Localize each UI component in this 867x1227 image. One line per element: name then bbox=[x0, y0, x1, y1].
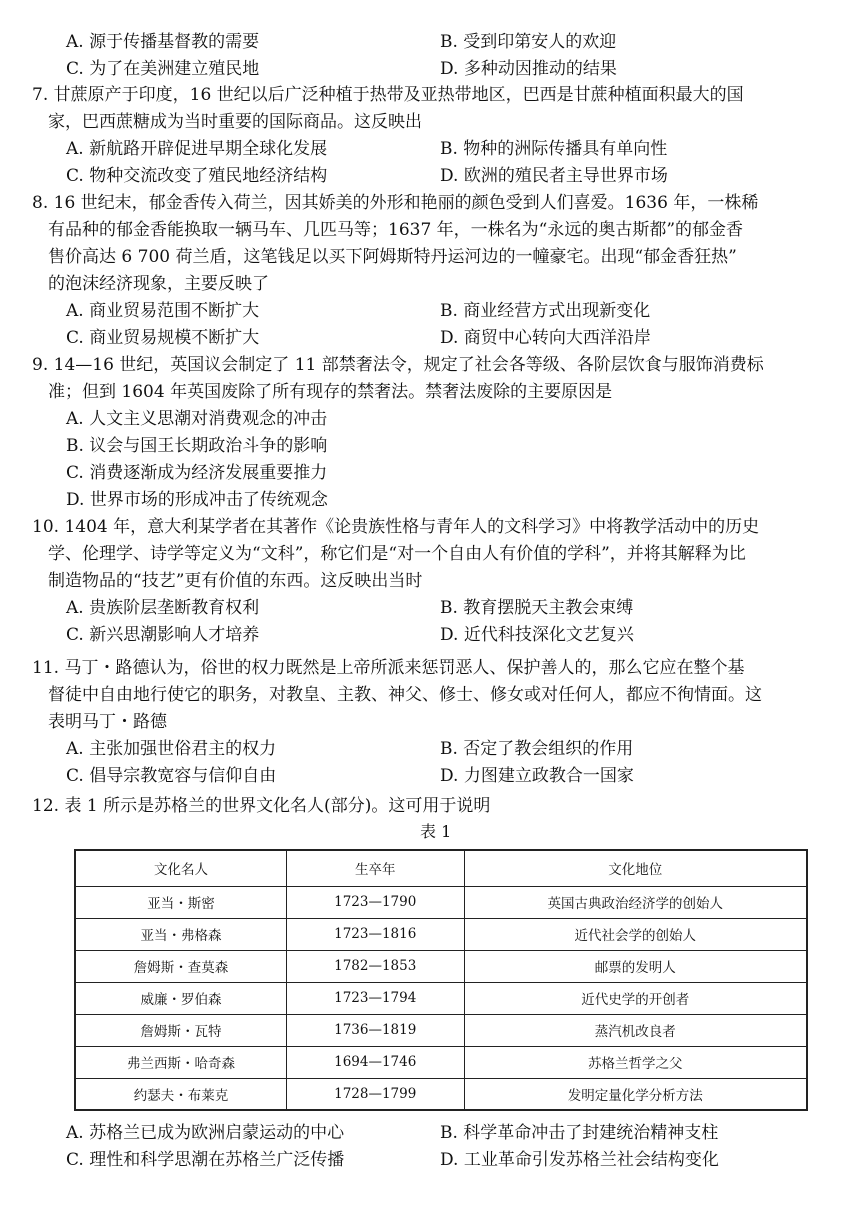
table-1 bbox=[74, 849, 808, 1111]
q11-option-b: B. 否定了教会组织的作用 bbox=[440, 739, 634, 759]
q7-option-c: C. 物种交流改变了殖民地经济结构 bbox=[66, 166, 328, 186]
q9-option-b: B. 议会与国王长期政治斗争的影响 bbox=[66, 436, 328, 456]
table-cell-status: 邮票的发明人 bbox=[464, 950, 807, 982]
table-cell-years: 1723—1816 bbox=[286, 918, 464, 950]
q9-option-c: C. 消费逐渐成为经济发展重要推力 bbox=[66, 463, 328, 483]
table-cell-name: 亚当・弗格森 bbox=[75, 918, 286, 950]
table-header: 文化地位 bbox=[464, 850, 807, 886]
q8-option-b: B. 商业经营方式出现新变化 bbox=[440, 301, 651, 321]
table-cell-name: 约瑟夫・布莱克 bbox=[75, 1078, 286, 1110]
table-caption: 表 1 bbox=[420, 822, 452, 841]
q7-stem-line-1: 7. 甘蔗原产于印度，16 世纪以后广泛种植于热带及亚热带地区，巴西是甘蔗种植面积最大的国 bbox=[32, 85, 744, 105]
table-cell-status: 英国古典政治经济学的创始人 bbox=[464, 886, 807, 918]
q11-stem-line-1: 11. 马丁・路德认为，俗世的权力既然是上帝所派来惩罚恶人、保护善人的，那么它应在整个基 bbox=[32, 658, 745, 678]
table-cell-name: 弗兰西斯・哈奇森 bbox=[75, 1046, 286, 1078]
q10-stem-line-3: 制造物品的“技艺”更有价值的东西。这反映出当时 bbox=[48, 571, 423, 591]
table-header: 生卒年 bbox=[286, 850, 464, 886]
q10-option-a: A. 贵族阶层垄断教育权利 bbox=[66, 598, 260, 618]
q9-stem-line-1: 9. 14—16 世纪，英国议会制定了 11 部禁奢法令，规定了社会各等级、各阶层饮食与服饰消费标 bbox=[32, 355, 764, 375]
table-row bbox=[75, 1046, 807, 1078]
q12-option-a: A. 苏格兰已成为欧洲启蒙运动的中心 bbox=[66, 1123, 345, 1143]
q9-option-d: D. 世界市场的形成冲击了传统观念 bbox=[66, 490, 328, 510]
q12-option-b: B. 科学革命冲击了封建统治精神支柱 bbox=[440, 1123, 719, 1143]
q10-option-c: C. 新兴思潮影响人才培养 bbox=[66, 625, 260, 645]
table-header: 文化名人 bbox=[75, 850, 286, 886]
table-cell-years: 1723—1794 bbox=[286, 982, 464, 1014]
q8-stem-line-4: 的泡沫经济现象，主要反映了 bbox=[48, 274, 269, 294]
table-cell-status: 苏格兰哲学之父 bbox=[464, 1046, 807, 1078]
table-row bbox=[75, 886, 807, 918]
table-cell-status: 发明定量化学分析方法 bbox=[464, 1078, 807, 1110]
table-row bbox=[75, 982, 807, 1014]
table-row bbox=[75, 950, 807, 982]
table-cell-years: 1728—1799 bbox=[286, 1078, 464, 1110]
table-row bbox=[75, 918, 807, 950]
q12-option-d: D. 工业革命引发苏格兰社会结构变化 bbox=[440, 1150, 719, 1170]
table-cell-name: 威廉・罗伯森 bbox=[75, 982, 286, 1014]
q8-option-c: C. 商业贸易规模不断扩大 bbox=[66, 328, 260, 348]
table-cell-years: 1736—1819 bbox=[286, 1014, 464, 1046]
table-cell-status: 近代社会学的创始人 bbox=[464, 918, 807, 950]
q6-option-d: D. 多种动因推动的结果 bbox=[440, 59, 617, 79]
table-cell-years: 1723—1790 bbox=[286, 886, 464, 918]
q6-option-c: C. 为了在美洲建立殖民地 bbox=[66, 59, 260, 79]
table-cell-status: 近代史学的开创者 bbox=[464, 982, 807, 1014]
q10-stem-line-2: 学、伦理学、诗学等定义为“文科”，称它们是“对一个自由人有价值的学科”，并将其解释为比 bbox=[48, 544, 746, 564]
q8-option-d: D. 商贸中心转向大西洋沿岸 bbox=[440, 328, 651, 348]
q9-stem-line-2: 准；但到 1604 年英国废除了所有现存的禁奢法。禁奢法废除的主要原因是 bbox=[48, 382, 613, 402]
q12-option-c: C. 理性和科学思潮在苏格兰广泛传播 bbox=[66, 1150, 345, 1170]
q10-stem-line-1: 10. 1404 年，意大利某学者在其著作《论贵族性格与青年人的文科学习》中将教学活动中的历史 bbox=[32, 517, 760, 537]
q7-stem-line-2: 家，巴西蔗糖成为当时重要的国际商品。这反映出 bbox=[48, 112, 422, 132]
q7-option-d: D. 欧洲的殖民者主导世界市场 bbox=[440, 166, 668, 186]
q10-option-b: B. 教育摆脱天主教会束缚 bbox=[440, 598, 634, 618]
q7-option-a: A. 新航路开辟促进早期全球化发展 bbox=[66, 139, 328, 159]
q11-option-d: D. 力图建立政教合一国家 bbox=[440, 766, 634, 786]
q10-option-d: D. 近代科技深化文艺复兴 bbox=[440, 625, 634, 645]
q8-stem-line-1: 8. 16 世纪末，郁金香传入荷兰，因其娇美的外形和艳丽的颜色受到人们喜爱。1636 年，一株稀 bbox=[32, 193, 759, 213]
table-cell-name: 詹姆斯・查莫森 bbox=[75, 950, 286, 982]
q7-option-b: B. 物种的洲际传播具有单向性 bbox=[440, 139, 668, 159]
q8-option-a: A. 商业贸易范围不断扩大 bbox=[66, 301, 260, 321]
q11-option-a: A. 主张加强世俗君主的权力 bbox=[66, 739, 277, 759]
q8-stem-line-2: 有品种的郁金香能换取一辆马车、几匹马等；1637 年，一株名为“永远的奥古斯都”的郁金香 bbox=[48, 220, 744, 240]
q6-option-b: B. 受到印第安人的欢迎 bbox=[440, 32, 617, 52]
q9-option-a: A. 人文主义思潮对消费观念的冲击 bbox=[66, 409, 328, 429]
q11-option-c: C. 倡导宗教宽容与信仰自由 bbox=[66, 766, 277, 786]
table-cell-status: 蒸汽机改良者 bbox=[464, 1014, 807, 1046]
q6-option-a: A. 源于传播基督教的需要 bbox=[66, 32, 260, 52]
table-header-row bbox=[75, 850, 807, 886]
q12-stem: 12. 表 1 所示是苏格兰的世界文化名人(部分)。这可用于说明 bbox=[32, 796, 491, 816]
table-cell-years: 1694—1746 bbox=[286, 1046, 464, 1078]
table-row bbox=[75, 1014, 807, 1046]
q8-stem-line-3: 售价高达 6 700 荷兰盾，这笔钱足以买下阿姆斯特丹运河边的一幢豪宅。出现“郁金香狂热” bbox=[48, 247, 737, 267]
table-cell-name: 詹姆斯・瓦特 bbox=[75, 1014, 286, 1046]
table-cell-name: 亚当・斯密 bbox=[75, 886, 286, 918]
table-row bbox=[75, 1078, 807, 1110]
q11-stem-line-3: 表明马丁・路德 bbox=[48, 712, 167, 732]
q11-stem-line-2: 督徒中自由地行使它的职务，对教皇、主教、神父、修士、修女或对任何人，都应不徇情面。这 bbox=[48, 685, 762, 705]
table-cell-years: 1782—1853 bbox=[286, 950, 464, 982]
